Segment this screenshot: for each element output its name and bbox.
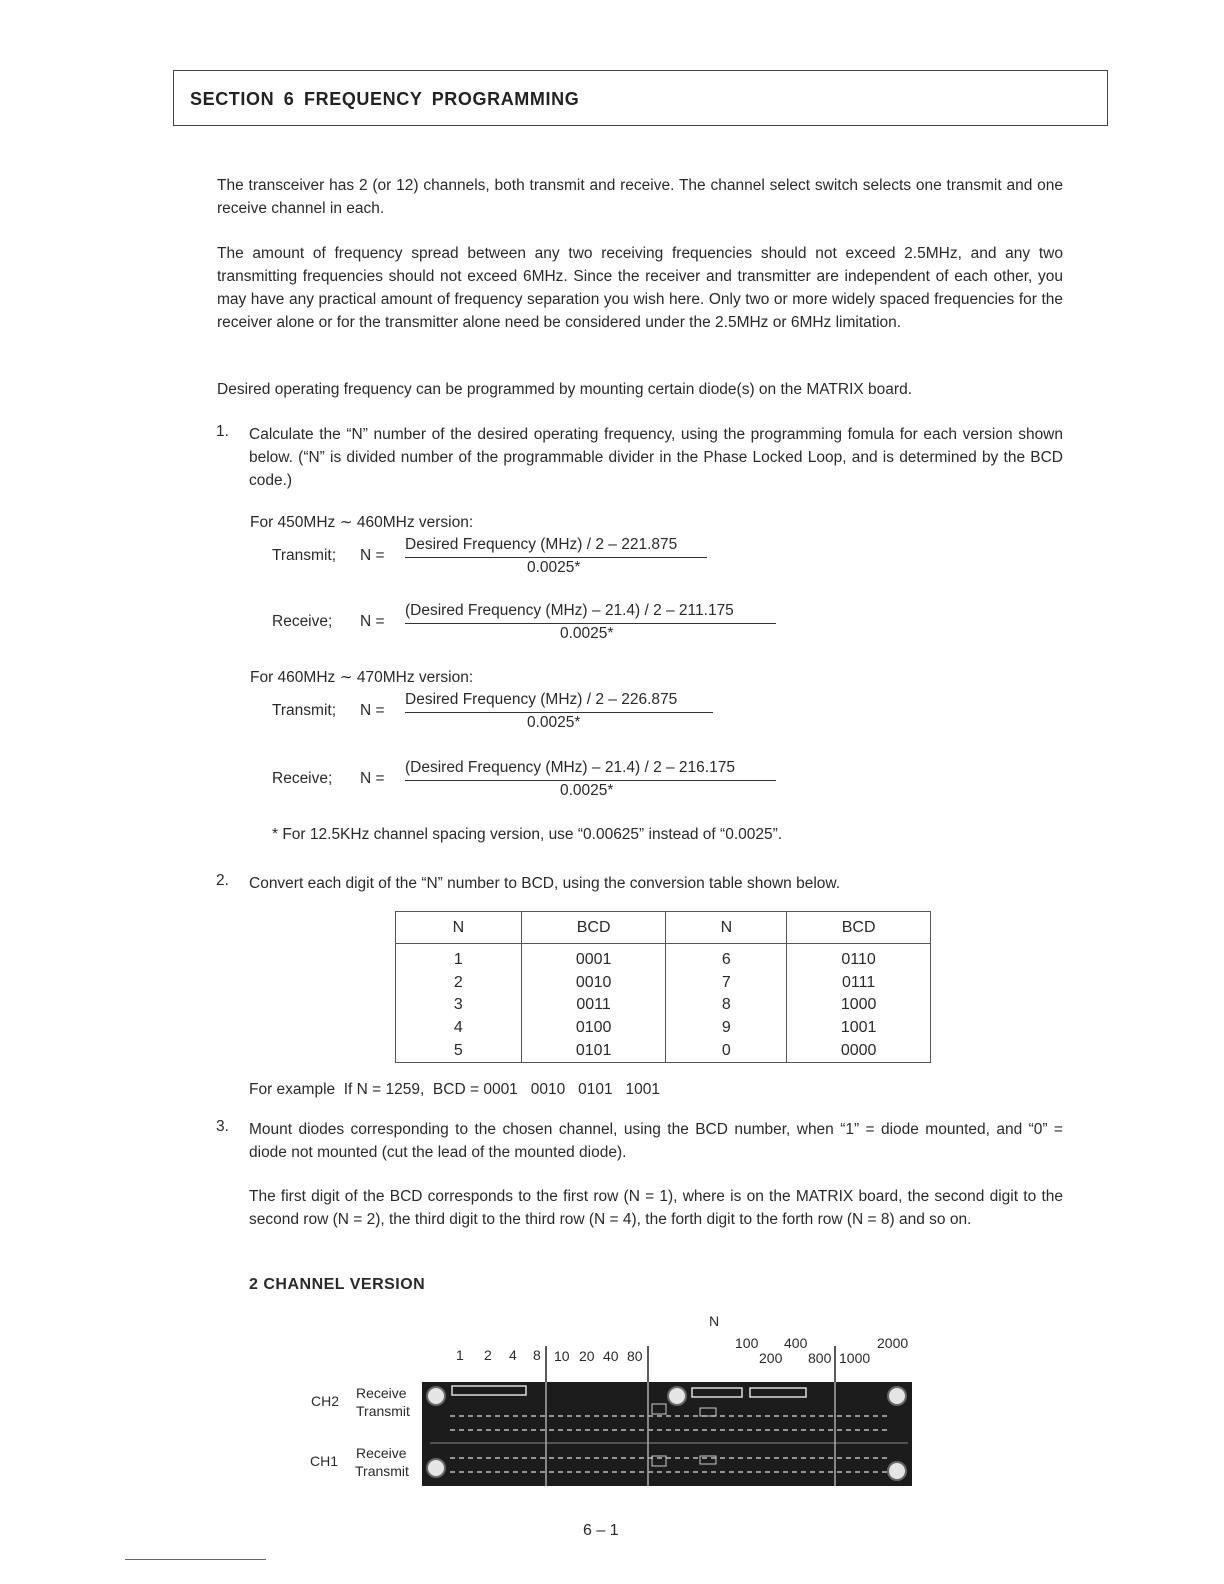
table-cell: 1001: [787, 1017, 931, 1040]
table-cell: 1: [396, 944, 522, 972]
scale-label: 40: [603, 1348, 619, 1364]
table-cell: 1000: [787, 994, 931, 1017]
table-row: [396, 972, 931, 995]
scale-label: 8: [533, 1347, 541, 1363]
step-1-text: Calculate the “N” number of the desired operating frequency, using the programming fomula for each version shown below. (“N” is divided number of the programmable divider in the Phase Locked Loop, and is determined by the BCD code.): [249, 426, 1063, 489]
table-cell: 0010: [521, 972, 666, 995]
n-label: N: [709, 1313, 720, 1329]
step-3-text: Mount diodes corresponding to the chosen channel, using the BCD number, when “1” = diode mounted, and “0” = diode not mounted (cut the lead of the mounted diode).: [249, 1121, 1063, 1161]
formula-460-tx-denominator: 0.0025*: [527, 714, 581, 731]
formula-460-rx-numerator: (Desired Frequency (MHz) – 21.4) / 2 – 216.175: [405, 759, 735, 776]
ch1-receive-label: Receive: [356, 1445, 407, 1461]
ch2-transmit-label: Transmit: [356, 1403, 410, 1419]
scale-label: 10: [554, 1348, 570, 1364]
board-body: [422, 1382, 912, 1486]
scale-label: 1: [456, 1347, 464, 1363]
fraction-line: [405, 623, 776, 624]
table-cell: 5: [396, 1039, 522, 1062]
footer-rule: [125, 1559, 266, 1560]
table-cell: 0000: [787, 1039, 931, 1062]
formula-450-tx-label: Transmit;: [272, 547, 337, 564]
table-header-n: N: [666, 912, 787, 944]
mounting-hole: [427, 1387, 445, 1405]
table-cell: 0111: [787, 972, 931, 995]
table-header-bcd: BCD: [521, 912, 666, 944]
step-2-number: 2.: [216, 872, 229, 889]
table-row: [396, 994, 931, 1017]
table-row: [396, 944, 931, 972]
table-row: [396, 1039, 931, 1062]
table-cell: 3: [396, 994, 522, 1017]
intro-paragraph-2: The amount of frequency spread between any two receiving frequencies should not exceed 2.5MHz, and any two transmitting frequencies should not exceed 6MHz. Since the receiver and transmitter are independent of each other, you may have any practical amount of frequency separation you wish here. Only two or more widely spaced frequencies for the receiver alone or for the transmitter alone need be considered under the 2.5MHz or 6MHz limitation.: [217, 245, 1063, 331]
scale-label: 800: [808, 1350, 832, 1366]
mounting-hole: [668, 1387, 686, 1405]
scale-label: 200: [759, 1350, 783, 1366]
intro-paragraph-3: Desired operating frequency can be programmed by mounting certain diode(s) on the MATRIX board.: [217, 381, 912, 398]
table-cell: 0101: [521, 1039, 666, 1062]
scale-label: 80: [627, 1348, 643, 1364]
fraction-line: [405, 780, 776, 781]
table-cell: 0001: [521, 944, 666, 972]
table-cell: 8: [666, 994, 787, 1017]
intro-paragraph-1: The transceiver has 2 (or 12) channels, both transmit and receive. The channel select switch selects one transmit and one receive channel in each.: [217, 177, 1063, 217]
table-row: [396, 1017, 931, 1040]
table-cell: 0011: [521, 994, 666, 1017]
fraction-line: [405, 557, 707, 558]
table-header-n: N: [396, 912, 522, 944]
formula-460-tx-equals: N =: [360, 702, 385, 719]
table-cell: 7: [666, 972, 787, 995]
scale-label: 400: [784, 1335, 808, 1351]
step-3-number: 3.: [216, 1118, 229, 1135]
formula-450-tx-equals: N =: [360, 547, 385, 564]
table-cell: 0100: [521, 1017, 666, 1040]
matrix-board-photo: [420, 1340, 915, 1490]
formula-460-heading: For 460MHz ∼ 470MHz version:: [250, 669, 474, 686]
ch2-label: CH2: [311, 1393, 340, 1409]
scale-label: 2: [484, 1347, 492, 1363]
formula-450-rx-numerator: (Desired Frequency (MHz) – 21.4) / 2 – 211.175: [405, 602, 734, 619]
table-cell: 9: [666, 1017, 787, 1040]
bcd-example: For example If N = 1259, BCD = 0001 0010 0101 1001: [249, 1081, 661, 1098]
step-3-detail: The first digit of the BCD corresponds to the first row (N = 1), where is on the MATRIX board, the second digit to the second row (N = 2), the third digit to the third row (N = 4), the forth digit to the forth row (N = 8) and so on.: [249, 1188, 1063, 1228]
scale-label: 4: [509, 1347, 517, 1363]
section-header: [173, 70, 1108, 126]
mounting-hole: [888, 1387, 906, 1405]
section-title: SECTION 6 FREQUENCY PROGRAMMING: [190, 89, 580, 109]
formula-450-tx-denominator: 0.0025*: [527, 559, 581, 576]
bcd-conversion-table: [395, 911, 931, 1063]
formula-460-tx-label: Transmit;: [272, 702, 337, 719]
formula-450-rx-denominator: 0.0025*: [560, 625, 614, 642]
scale-label: 1000: [839, 1350, 871, 1366]
table-cell: 4: [396, 1017, 522, 1040]
page-number: 6 – 1: [583, 1522, 619, 1539]
formula-450-rx-equals: N =: [360, 613, 385, 630]
scale-label: 100: [735, 1335, 759, 1351]
formula-450-tx-numerator: Desired Frequency (MHz) / 2 – 221.875: [405, 536, 678, 553]
formula-460-rx-label: Receive;: [272, 770, 333, 787]
step-1-number: 1.: [216, 423, 229, 440]
ch1-transmit-label: Transmit: [355, 1463, 409, 1479]
formula-450-heading: For 450MHz ∼ 460MHz version:: [250, 514, 474, 531]
formula-460-rx-denominator: 0.0025*: [560, 782, 614, 799]
step-2-text: Convert each digit of the “N” number to BCD, using the conversion table shown below.: [249, 875, 841, 892]
table-cell: 0110: [787, 944, 931, 972]
ch2-receive-label: Receive: [356, 1385, 407, 1401]
footnote: * For 12.5KHz channel spacing version, use “0.00625” instead of “0.0025”.: [272, 826, 783, 843]
table-header-bcd: BCD: [787, 912, 931, 944]
table-cell: 0: [666, 1039, 787, 1062]
mounting-hole: [888, 1462, 906, 1480]
formula-450-rx-label: Receive;: [272, 613, 333, 630]
ch1-label: CH1: [310, 1453, 339, 1469]
table-cell: 6: [666, 944, 787, 972]
fraction-line: [405, 712, 713, 713]
formula-460-tx-numerator: Desired Frequency (MHz) / 2 – 226.875: [405, 691, 678, 708]
channel-version-heading: 2 CHANNEL VERSION: [249, 1276, 426, 1293]
scale-label: 20: [579, 1348, 595, 1364]
table-cell: 2: [396, 972, 522, 995]
mounting-hole: [427, 1459, 445, 1477]
scale-label: 2000: [877, 1335, 909, 1351]
formula-460-rx-equals: N =: [360, 770, 385, 787]
